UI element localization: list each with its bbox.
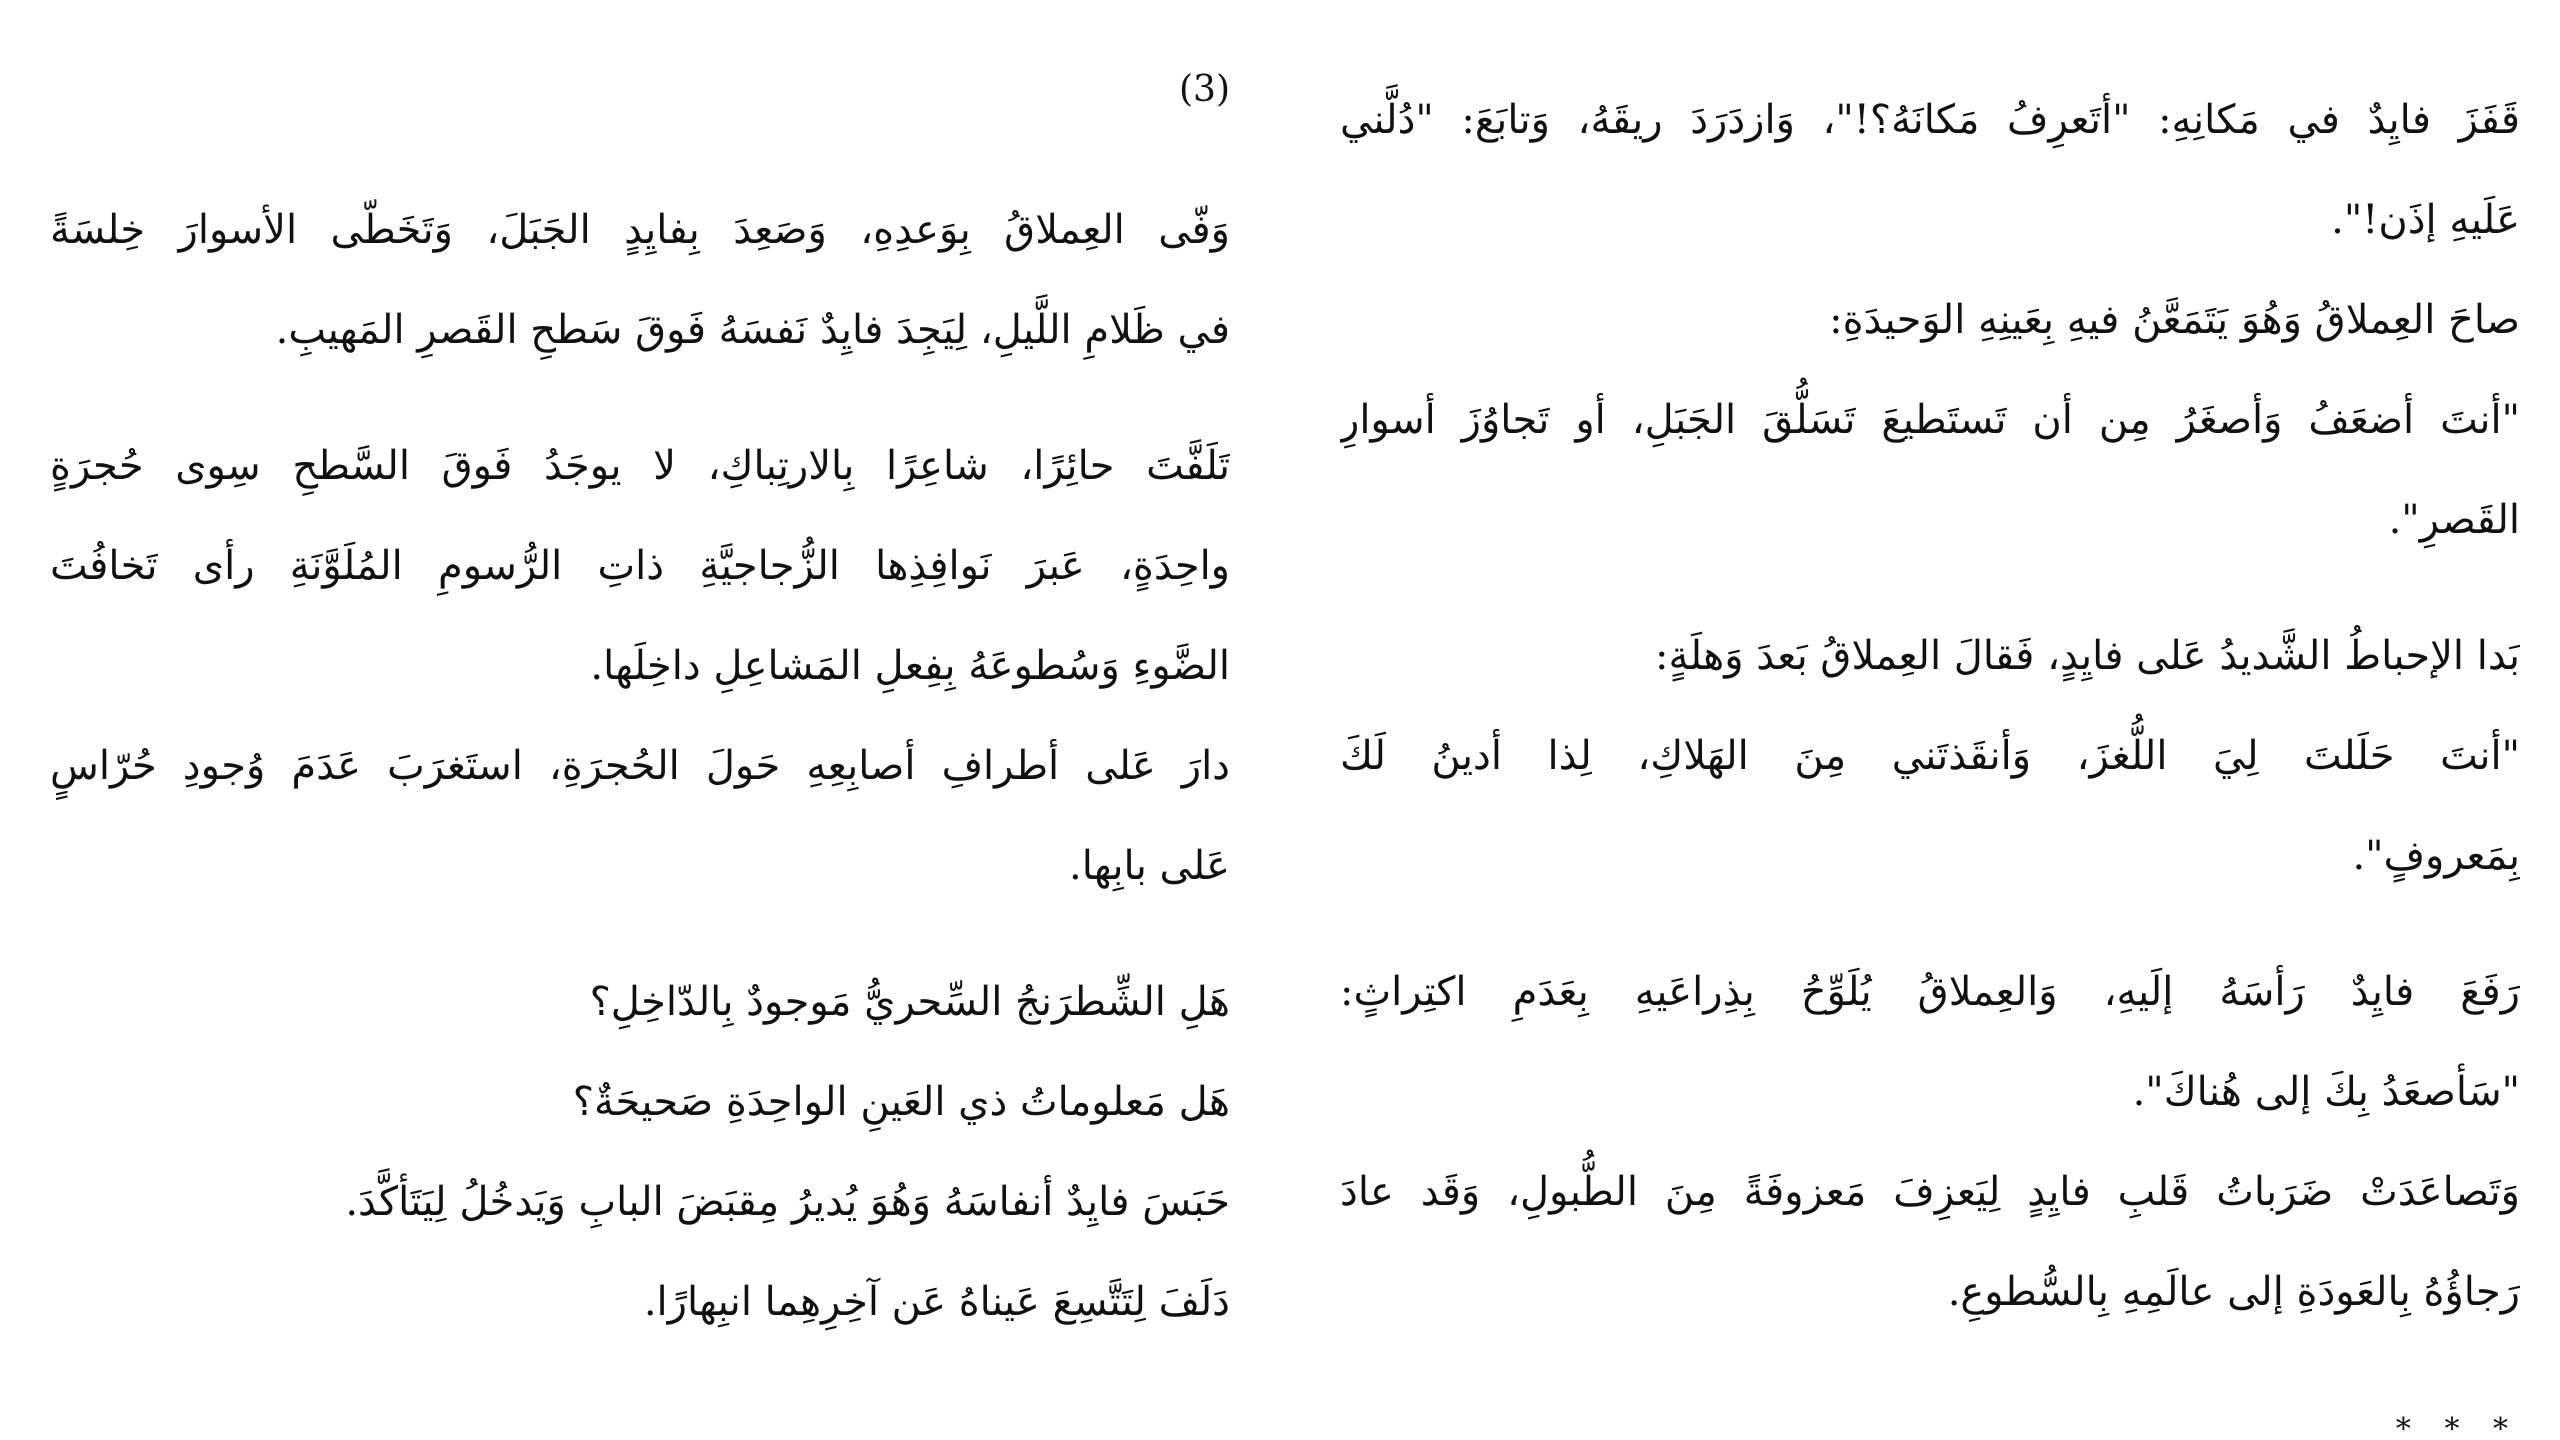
text-line: وَفّى العِملاقُ بِوَعدِهِ، وَصَعِدَ بِفايِدٍ الجَبَلَ، وَتَخَطّى الأسوارَ خِلسَةً	[50, 207, 1230, 253]
paragraph-gap	[1340, 906, 2520, 942]
paragraph-gap	[50, 380, 1230, 416]
text-line: القَصرِ".	[2388, 497, 2520, 543]
right-page-text	[1340, 70, 2520, 1440]
text-line: بِمَعروفٍ".	[2352, 833, 2520, 879]
page-number: (3)	[1179, 69, 1230, 110]
paragraph	[1340, 942, 2520, 1342]
paragraph	[50, 416, 1230, 916]
text-line: دارَ عَلى أطرافِ أصابِعِهِ حَولَ الحُجرَةِ، استَغرَبَ عَدَمَ وُجودِ حُرّاسٍ	[50, 743, 1230, 789]
text-line: "سَأصعَدُ بِكَ إلى هُناكَ".	[2132, 1069, 2520, 1115]
paragraph	[1340, 606, 2520, 906]
text-line: حَبَسَ فايِدٌ أنفاسَهُ وَهُوَ يُديرُ مِقبَضَ البابِ وَيَدخُلُ لِيَتَأكَّدَ.	[345, 1179, 1230, 1225]
text-line: بَدا الإحباطُ الشَّديدُ عَلى فايِدٍ، فَقالَ العِملاقُ بَعدَ وَهلَةٍ:	[1655, 633, 2520, 679]
paragraph	[1340, 70, 2520, 270]
text-line: رَجاؤُهُ بِالعَودَةِ إلى عالَمِهِ بِالسُّطوعِ.	[1947, 1269, 2520, 1315]
text-line: عَلى بابِها.	[1069, 843, 1230, 889]
text-line: قَفَزَ فايِدٌ في مَكانِهِ: "أتَعرِفُ مَكانَهُ؟!"، وَازدَرَدَ ريقَهُ، وَتابَعَ: "دُلَّني	[1340, 97, 2520, 143]
paragraph	[50, 180, 1230, 380]
section-separator: * * *	[2395, 1412, 2520, 1440]
text-line: هَلِ الشِّطرَنجُ السِّحريُّ مَوجودٌ بِالدّاخِلِ؟	[589, 979, 1230, 1025]
text-line: "أنتَ حَلَلتَ لِيَ اللُّغزَ، وَأنقَذتَني مِنَ الهَلاكِ، لِذا أدينُ لَكَ	[1340, 733, 2520, 779]
paragraph	[1340, 270, 2520, 570]
text-line: "أنتَ أضعَفُ وَأصغَرُ مِن أن تَستَطيعَ تَسَلُّقَ الجَبَلِ، أو تَجاوُزَ أسوارِ	[1340, 397, 2520, 443]
left-page-text	[50, 70, 1230, 1352]
paragraph-gap	[1340, 570, 2520, 606]
text-line: الضَّوءِ وَسُطوعَهُ بِفِعلِ المَشاعِلِ داخِلَها.	[590, 643, 1230, 689]
text-line: دَلَفَ لِتَتَّسِعَ عَيناهُ عَن آخِرِهِما انبِهارًا.	[643, 1279, 1230, 1325]
text-line: صاحَ العِملاقُ وَهُوَ يَتَمَعَّنُ فيهِ بِعَينِهِ الوَحيدَةِ:	[1829, 297, 2520, 343]
text-line: تَلَفَّتَ حائِرًا، شاعِرًا بِالارتِباكِ، لا يوجَدُ فَوقَ السَّطحِ سِوى حُجرَةٍ	[50, 443, 1230, 489]
text-line: واحِدَةٍ، عَبرَ نَوافِذِها الزُّجاجيَّةِ ذاتِ الرُّسومِ المُلَوَّنَةِ رأى تَخافُتَ	[50, 543, 1230, 589]
text-line: في ظَلامِ اللَّيلِ، لِيَجِدَ فايِدٌ نَفسَهُ فَوقَ سَطحِ القَصرِ المَهيبِ.	[275, 307, 1230, 353]
text-line: هَل مَعلوماتُ ذي العَينِ الواحِدَةِ صَحيحَةٌ؟	[572, 1079, 1230, 1125]
text-line: وَتَصاعَدَتْ ضَرَباتُ قَلبِ فايِدٍ لِيَعزِفَ مَعزوفَةً مِنَ الطُّبولِ، وَقَد عادَ	[1340, 1169, 2520, 1215]
text-line: عَلَيهِ إذَن!".	[2331, 197, 2520, 243]
paragraph-gap	[50, 916, 1230, 952]
paragraph	[50, 952, 1230, 1352]
text-line: رَفَعَ فايِدٌ رَأسَهُ إلَيهِ، وَالعِملاقُ يُلَوِّحُ بِذِراعَيهِ بِعَدَمِ اكتِراثٍ:	[1340, 969, 2520, 1015]
